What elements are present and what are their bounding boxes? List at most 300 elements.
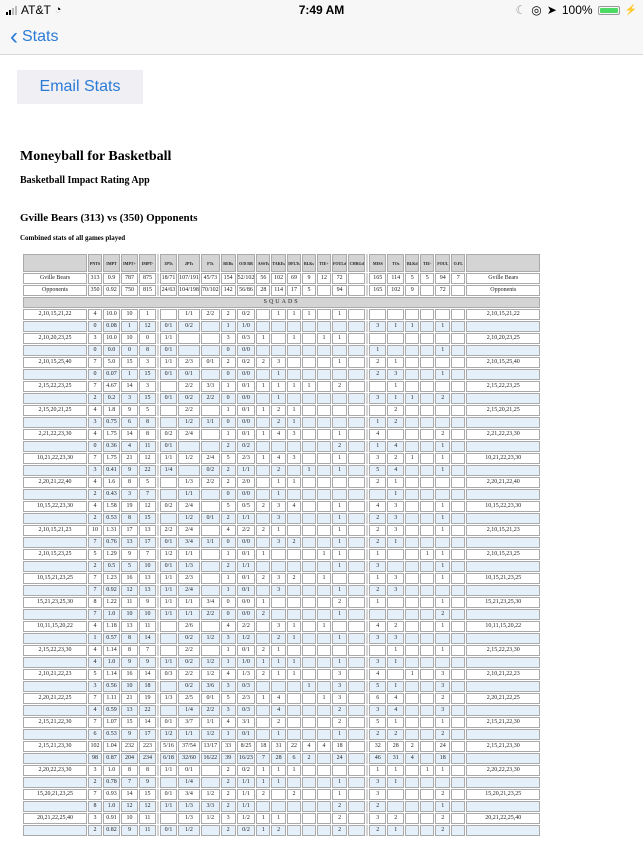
row-label <box>23 441 87 452</box>
stat-cell: 0.0 <box>103 345 120 356</box>
stat-cell <box>451 513 465 524</box>
stat-cell: 1 <box>387 645 404 656</box>
stat-cell <box>420 693 434 704</box>
stat-cell <box>405 777 419 788</box>
stat-cell <box>332 393 347 404</box>
stat-cell: 8 <box>88 801 102 812</box>
stat-cell <box>420 633 434 644</box>
stat-cell <box>451 357 465 368</box>
stat-cell: 2 <box>302 753 316 764</box>
row-label-right <box>466 609 540 620</box>
stat-cell: 3 <box>387 501 404 512</box>
stat-cell: 7 <box>88 357 102 368</box>
stat-cell: 4 <box>88 645 102 656</box>
email-stats-button[interactable]: Email Stats <box>17 70 143 104</box>
row-label-right: 10,21,22,23,30 <box>466 453 540 464</box>
column-divider <box>157 501 159 512</box>
stat-cell: 1 <box>256 765 270 776</box>
stat-cell: 0 <box>88 441 102 452</box>
stat-cell: 11 <box>139 621 156 632</box>
stat-cell: 10 <box>139 561 156 572</box>
stat-cell: 2/2 <box>178 669 200 680</box>
stat-cell: 3 <box>88 813 102 824</box>
stat-cell: 1/2 <box>178 417 200 428</box>
stat-cell <box>317 669 331 680</box>
stat-cell <box>287 705 301 716</box>
stat-cell: 1/1 <box>160 801 177 812</box>
stat-cell <box>387 801 404 812</box>
stat-cell: 1/1 <box>237 789 256 800</box>
stat-cell: 32 <box>369 741 386 752</box>
stat-cell: 5 <box>369 717 386 728</box>
stat-cell <box>302 369 316 380</box>
stat-cell <box>160 777 177 788</box>
stat-cell: 12 <box>139 801 156 812</box>
stat-cell: 8 <box>139 429 156 440</box>
stat-cell: 1 <box>317 693 331 704</box>
stat-cell <box>317 597 331 608</box>
stat-cell: 10 <box>121 309 138 320</box>
stat-cell: 3 <box>435 681 450 692</box>
stat-cell: 14 <box>121 429 138 440</box>
stat-cell <box>302 705 316 716</box>
column-header: O/D RB <box>237 254 256 272</box>
stat-cell: 3/3 <box>201 381 220 392</box>
row-label <box>23 657 87 668</box>
stat-cell <box>317 753 331 764</box>
stat-cell <box>317 501 331 512</box>
stat-cell: 2/2 <box>237 525 256 536</box>
stat-cell: 0/0 <box>237 489 256 500</box>
stat-cell: 3 <box>387 573 404 584</box>
stat-cell: 0.57 <box>103 633 120 644</box>
stat-cell <box>348 741 365 752</box>
stat-cell: 1/1 <box>201 417 220 428</box>
stat-cell: 4 <box>88 405 102 416</box>
stat-cell: 3 <box>387 513 404 524</box>
stat-cell: 1.23 <box>103 573 120 584</box>
stat-cell <box>451 729 465 740</box>
stat-cell <box>451 801 465 812</box>
stat-cell <box>387 597 404 608</box>
stat-cell <box>420 369 434 380</box>
stat-cell: 1 <box>387 825 404 836</box>
nav-bar <box>0 20 643 55</box>
stat-cell: 0/2 <box>160 429 177 440</box>
stat-cell <box>420 753 434 764</box>
stat-cell: 0/0 <box>237 609 256 620</box>
stat-cell: 12 <box>121 585 138 596</box>
row-label <box>23 393 87 404</box>
squad-row <box>23 573 540 584</box>
stat-cell <box>405 309 419 320</box>
stat-cell: 1 <box>420 765 434 776</box>
stat-cell: 0/1 <box>237 549 256 560</box>
column-divider <box>157 705 159 716</box>
column-divider <box>157 753 159 764</box>
stat-cell: 1/2 <box>201 789 220 800</box>
squad-row <box>23 369 540 380</box>
stat-cell: 2/2 <box>178 381 200 392</box>
stat-cell: 2 <box>287 573 301 584</box>
stat-cell: 46 <box>369 753 386 764</box>
stat-cell: 24 <box>332 753 347 764</box>
stat-cell <box>348 429 365 440</box>
stat-cell: 0.75 <box>103 417 120 428</box>
stat-cell: 1 <box>256 693 270 704</box>
stat-cell: 0.91 <box>103 813 120 824</box>
stat-cell <box>201 561 220 572</box>
stat-cell <box>420 777 434 788</box>
squad-row <box>23 717 540 728</box>
stat-cell <box>201 585 220 596</box>
row-label-right: 2,15,22,23,25 <box>466 381 540 392</box>
squad-row <box>23 465 540 476</box>
stat-cell <box>256 585 270 596</box>
stat-cell: 3 <box>271 585 286 596</box>
stat-cell: 0.53 <box>103 729 120 740</box>
stat-cell: 3 <box>271 501 286 512</box>
stat-cell: 204 <box>121 753 138 764</box>
stat-cell: 2 <box>332 381 347 392</box>
stat-cell: 1.11 <box>103 693 120 704</box>
stat-cell: 18 <box>139 681 156 692</box>
column-divider <box>366 801 368 812</box>
stat-cell: 11 <box>139 825 156 836</box>
stat-cell: 0 <box>221 537 236 548</box>
stat-cell: 72 <box>332 273 347 284</box>
column-divider <box>157 537 159 548</box>
squad-row <box>23 597 540 608</box>
stat-cell <box>348 573 365 584</box>
column-divider <box>157 525 159 536</box>
stat-cell: 1 <box>271 729 286 740</box>
stat-cell <box>287 825 301 836</box>
stat-cell <box>256 369 270 380</box>
column-header: DFLTs <box>287 254 301 272</box>
stat-cell <box>287 489 301 500</box>
column-divider <box>366 285 368 296</box>
row-label-right <box>466 441 540 452</box>
stat-cell <box>317 729 331 740</box>
stat-cell <box>420 561 434 572</box>
stat-cell: 1 <box>435 453 450 464</box>
stat-cell: 1 <box>387 321 404 332</box>
stat-cell <box>287 597 301 608</box>
status-bar <box>0 0 643 20</box>
squad-row <box>23 333 540 344</box>
stat-cell <box>302 357 316 368</box>
stat-cell: 1 <box>121 369 138 380</box>
stat-cell: 1 <box>271 777 286 788</box>
stat-cell <box>420 537 434 548</box>
stat-cell: 2 <box>435 729 450 740</box>
column-divider <box>157 573 159 584</box>
stat-cell: 4 <box>287 501 301 512</box>
stat-cell: 3 <box>332 681 347 692</box>
stat-cell: 1 <box>435 345 450 356</box>
stat-cell: 13 <box>121 537 138 548</box>
stat-cell: 1 <box>332 609 347 620</box>
stat-cell <box>302 453 316 464</box>
stat-cell: 3 <box>387 525 404 536</box>
stat-cell: 1 <box>435 573 450 584</box>
stat-cell <box>348 789 365 800</box>
stat-cell: 1/1 <box>178 549 200 560</box>
stat-cell <box>405 657 419 668</box>
stat-cell <box>302 441 316 452</box>
stat-cell <box>302 657 316 668</box>
stat-cell: 3 <box>369 561 386 572</box>
stat-cell: 0/0 <box>237 537 256 548</box>
stat-cell: 1 <box>271 525 286 536</box>
row-label: 2,10,21,22,23 <box>23 669 87 680</box>
stat-cell: 1 <box>332 789 347 800</box>
stat-cell: 0.07 <box>103 369 120 380</box>
stat-cell: 350 <box>88 285 102 296</box>
column-divider <box>157 813 159 824</box>
stat-cell: 0/2 <box>178 321 200 332</box>
stat-cell: 1 <box>332 429 347 440</box>
stat-cell: 7 <box>88 537 102 548</box>
column-divider <box>366 777 368 788</box>
stat-cell: 0 <box>221 369 236 380</box>
stat-cell: 1 <box>369 441 386 452</box>
stat-cell <box>287 441 301 452</box>
stat-cell <box>302 477 316 488</box>
stat-cell <box>317 381 331 392</box>
column-divider <box>366 453 368 464</box>
stat-cell: 1 <box>387 657 404 668</box>
stat-cell <box>420 825 434 836</box>
stat-cell: 0 <box>221 609 236 620</box>
column-header: TAKEs <box>271 254 286 272</box>
column-divider <box>157 597 159 608</box>
stat-cell <box>160 705 177 716</box>
stat-cell: 0/2 <box>237 357 256 368</box>
stat-cell: 2 <box>435 429 450 440</box>
squad-row <box>23 549 540 560</box>
stat-cell <box>256 633 270 644</box>
row-label: 2,21,22,23,30 <box>23 429 87 440</box>
row-label: 15,20,21,23,25 <box>23 789 87 800</box>
stat-cell: 18 <box>332 741 347 752</box>
row-label-right <box>466 369 540 380</box>
stat-cell: 1 <box>271 645 286 656</box>
stat-cell: 5/16 <box>160 741 177 752</box>
stat-cell <box>302 333 316 344</box>
stat-cell: 7 <box>88 609 102 620</box>
stat-cell: 0/2 <box>237 441 256 452</box>
stat-cell: 8 <box>88 597 102 608</box>
stat-cell <box>201 777 220 788</box>
squad-row <box>23 309 540 320</box>
column-header: BLKs <box>302 254 316 272</box>
stat-cell <box>405 501 419 512</box>
stat-cell: 1 <box>332 513 347 524</box>
stat-cell: 2 <box>271 405 286 416</box>
stat-cell: 1 <box>369 597 386 608</box>
stat-cell: 3 <box>369 705 386 716</box>
stat-cell <box>287 345 301 356</box>
stat-cell <box>256 717 270 728</box>
stat-cell: 0/2 <box>178 657 200 668</box>
stat-cell: 7 <box>139 549 156 560</box>
column-divider <box>366 813 368 824</box>
stat-cell: 3 <box>287 429 301 440</box>
stat-cell <box>451 309 465 320</box>
stat-cell: 2 <box>221 513 236 524</box>
stat-cell: 1 <box>271 369 286 380</box>
stat-cell: 2 <box>332 717 347 728</box>
column-divider <box>366 381 368 392</box>
stat-cell <box>317 705 331 716</box>
stat-cell: 9 <box>121 405 138 416</box>
stat-cell: 2 <box>287 537 301 548</box>
column-divider <box>157 453 159 464</box>
stat-cell <box>369 609 386 620</box>
charging-icon: ⚡ <box>624 4 637 16</box>
row-label <box>23 777 87 788</box>
stat-cell <box>405 417 419 428</box>
stat-cell <box>332 477 347 488</box>
stat-cell: 2 <box>256 789 270 800</box>
stat-cell: 2/2 <box>178 645 200 656</box>
stat-cell: 1 <box>387 681 404 692</box>
stat-cell: 5 <box>369 465 386 476</box>
stat-cell: 1.0 <box>103 765 120 776</box>
stat-cell: 15 <box>139 393 156 404</box>
row-label <box>23 369 87 380</box>
stat-cell: 12 <box>139 501 156 512</box>
stat-cell: 0/1 <box>237 645 256 656</box>
stat-cell: 8 <box>121 633 138 644</box>
stat-cell <box>348 465 365 476</box>
stat-cell <box>348 285 365 296</box>
stats-table <box>22 253 541 837</box>
stat-cell <box>317 789 331 800</box>
stat-cell: 0.08 <box>103 321 120 332</box>
stat-cell: 1 <box>121 321 138 332</box>
stat-cell <box>201 321 220 332</box>
stat-cell: 0/3 <box>160 669 177 680</box>
stat-cell: 0.93 <box>103 789 120 800</box>
column-divider <box>157 254 159 272</box>
back-button[interactable] <box>10 23 59 50</box>
stat-cell: 0/2 <box>201 465 220 476</box>
stat-cell: 1 <box>256 777 270 788</box>
stat-cell <box>420 585 434 596</box>
stat-cell <box>302 573 316 584</box>
stat-cell <box>405 489 419 500</box>
stat-cell: 1 <box>287 669 301 680</box>
stat-cell: 2 <box>332 825 347 836</box>
stat-cell: 1 <box>387 477 404 488</box>
stat-cell <box>405 633 419 644</box>
stat-cell <box>302 729 316 740</box>
stat-cell <box>348 561 365 572</box>
stat-cell: 102 <box>271 273 286 284</box>
stat-cell <box>302 501 316 512</box>
stat-cell: 3 <box>387 633 404 644</box>
stat-cell: 1 <box>332 537 347 548</box>
row-label-right <box>466 489 540 500</box>
stat-cell: 37/54 <box>178 741 200 752</box>
stat-cell: 6/18 <box>160 753 177 764</box>
stat-cell <box>348 705 365 716</box>
stat-cell: 1 <box>271 477 286 488</box>
stat-cell <box>435 417 450 428</box>
stat-cell: 2/2 <box>201 309 220 320</box>
stat-cell: 3 <box>332 669 347 680</box>
stat-cell: 1 <box>435 765 450 776</box>
row-label <box>23 537 87 548</box>
stat-cell: 1 <box>88 633 102 644</box>
stat-cell: 1.0 <box>103 801 120 812</box>
stat-cell <box>160 513 177 524</box>
stat-cell: 2 <box>221 465 236 476</box>
stat-cell: 2 <box>369 357 386 368</box>
stat-cell: 0 <box>88 345 102 356</box>
stat-cell <box>369 405 386 416</box>
stat-cell: 1 <box>256 825 270 836</box>
squad-row <box>23 453 540 464</box>
stat-cell <box>420 513 434 524</box>
stat-cell: 0 <box>88 369 102 380</box>
stat-cell <box>201 549 220 560</box>
stat-cell <box>405 813 419 824</box>
row-label <box>23 825 87 836</box>
stat-cell <box>287 813 301 824</box>
stat-cell: 1/1 <box>201 717 220 728</box>
stat-cell <box>451 621 465 632</box>
stat-cell: 13 <box>121 705 138 716</box>
column-divider <box>157 465 159 476</box>
stat-cell <box>435 357 450 368</box>
stat-cell: 0 <box>221 417 236 428</box>
stat-cell <box>348 441 365 452</box>
stat-cell <box>302 765 316 776</box>
stat-cell: 1/1 <box>237 513 256 524</box>
stat-cell <box>387 345 404 356</box>
stat-cell: 10.0 <box>103 333 120 344</box>
stat-cell: 32/60 <box>178 753 200 764</box>
stat-cell <box>332 621 347 632</box>
stat-cell: 1/0 <box>237 657 256 668</box>
stat-cell <box>256 537 270 548</box>
stat-cell: 4 <box>88 477 102 488</box>
column-divider <box>157 417 159 428</box>
stat-cell: 17 <box>139 729 156 740</box>
stat-cell: 2 <box>387 729 404 740</box>
stat-cell: 3 <box>88 465 102 476</box>
row-label <box>23 513 87 524</box>
stat-cell: 4 <box>369 501 386 512</box>
row-label <box>23 681 87 692</box>
stat-cell <box>405 513 419 524</box>
stat-cell: 3 <box>221 705 236 716</box>
stat-cell: 5 <box>88 669 102 680</box>
stat-cell: 24/63 <box>160 285 177 296</box>
column-divider <box>157 477 159 488</box>
stat-cell <box>160 417 177 428</box>
stat-cell: 0/1 <box>237 405 256 416</box>
column-divider <box>157 789 159 800</box>
stat-cell: 5 <box>405 273 419 284</box>
stat-cell <box>302 549 316 560</box>
stat-cell: 1 <box>435 597 450 608</box>
stat-cell: 2 <box>221 801 236 812</box>
